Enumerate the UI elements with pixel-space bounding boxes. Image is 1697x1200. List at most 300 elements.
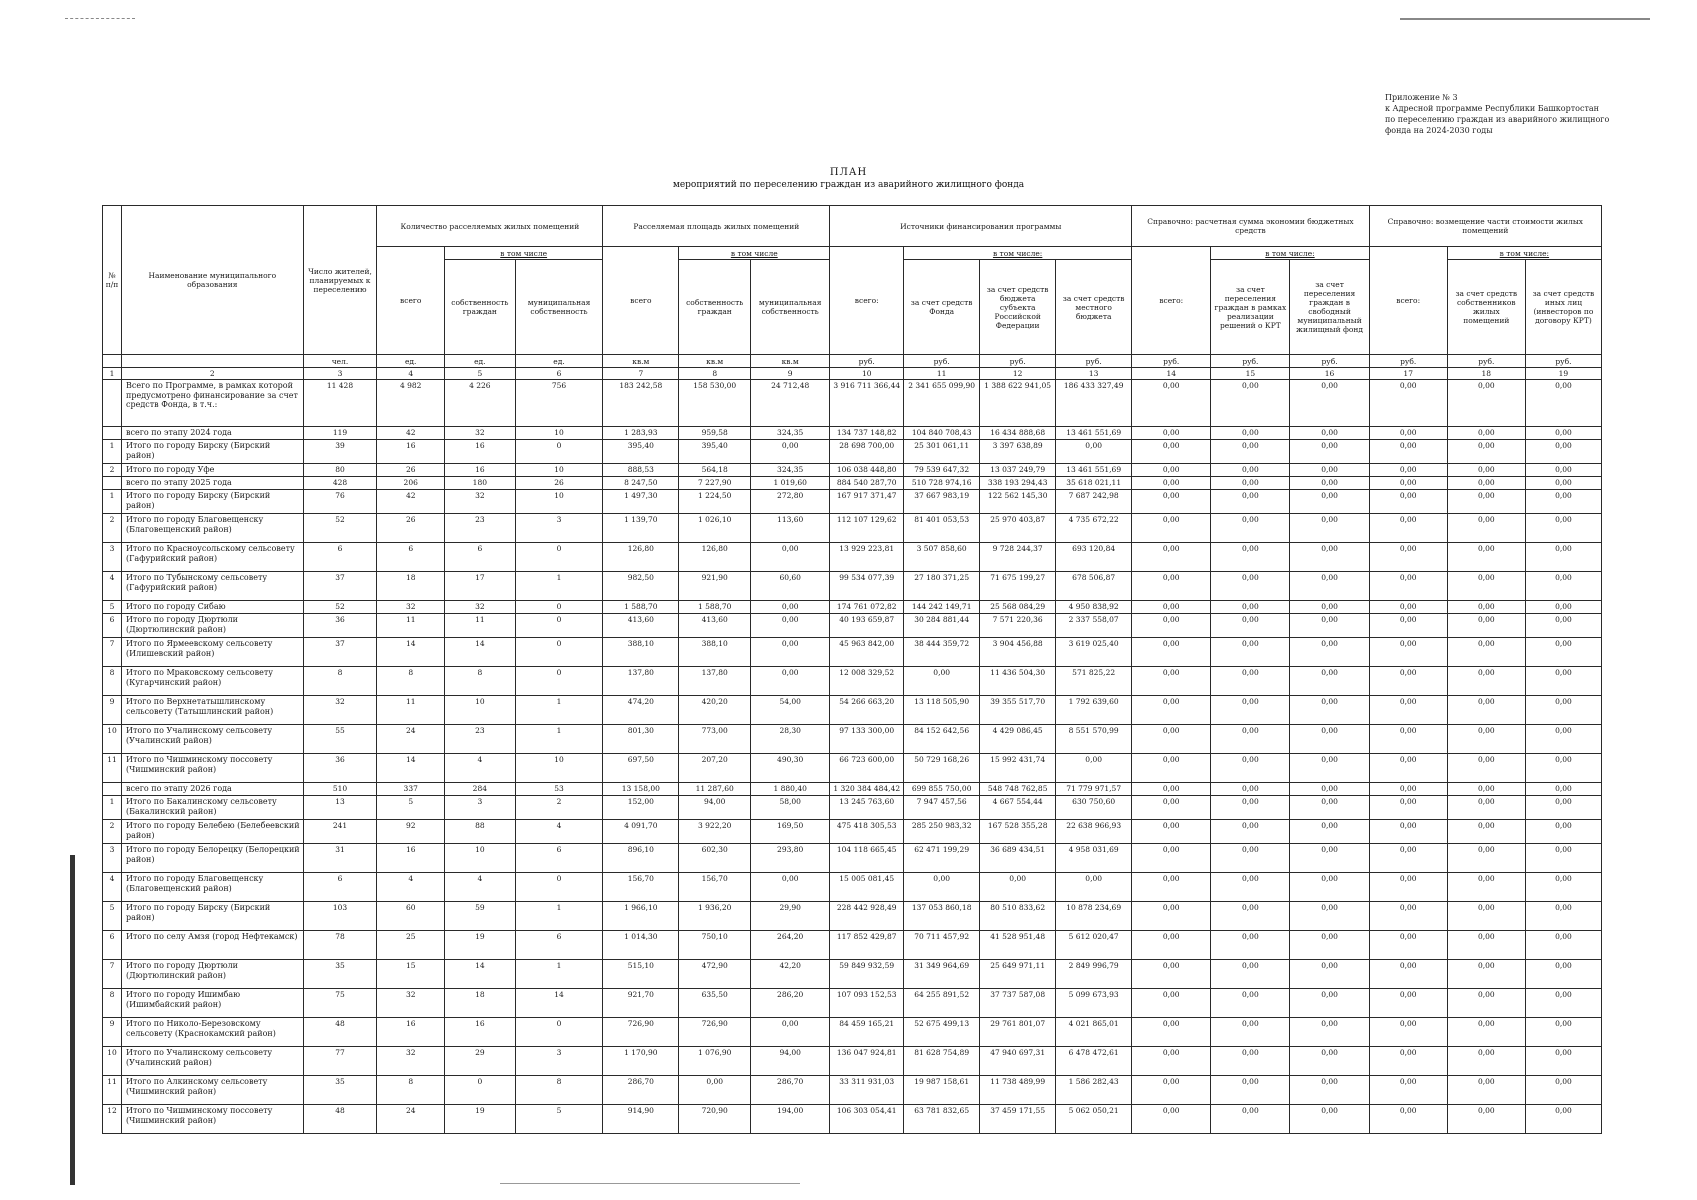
value-cell: 1 586 282,43	[1056, 1076, 1132, 1105]
value-cell: 0,00	[1369, 601, 1447, 614]
municipality-name: Итого по Алкинскому сельсовету (Чишминский район)	[122, 1076, 304, 1105]
value-cell: 119	[303, 427, 377, 440]
value-cell: 8	[377, 667, 445, 696]
value-cell: 1 224,50	[679, 490, 751, 514]
value-cell: 84 152 642,56	[904, 725, 980, 754]
header-group-count: Количество расселяемых жилых помещений	[377, 206, 603, 247]
value-cell: 97 133 300,00	[830, 725, 904, 754]
value-cell: 0,00	[1447, 380, 1525, 427]
value-cell: 0,00	[1211, 931, 1290, 960]
value-cell: 48	[303, 1018, 377, 1047]
value-cell: 0,00	[1369, 572, 1447, 601]
value-cell: 0,00	[1447, 783, 1525, 796]
column-number-cell: 12	[980, 368, 1056, 380]
value-cell: 0,00	[1132, 873, 1211, 902]
unit-cell: ед.	[377, 355, 445, 368]
municipality-name: всего по этапу 2026 года	[122, 783, 304, 796]
value-cell: 38 444 359,72	[904, 638, 980, 667]
value-cell: 0,00	[1132, 844, 1211, 873]
value-cell: 0,00	[1525, 960, 1601, 989]
value-cell: 30 284 881,44	[904, 614, 980, 638]
value-cell: 5 612 020,47	[1056, 931, 1132, 960]
row-number: 3	[103, 543, 122, 572]
appendix-line: Приложение № 3	[1385, 93, 1458, 102]
value-cell: 0,00	[1447, 464, 1525, 477]
value-cell: 0,00	[1369, 477, 1447, 490]
municipality-name: Итого по городу Сибаю	[122, 601, 304, 614]
value-cell: 63 781 832,65	[904, 1105, 980, 1134]
value-cell: 10	[444, 696, 515, 725]
table-row	[103, 989, 1602, 1018]
value-cell: 0,00	[1290, 989, 1369, 1018]
value-cell: 564,18	[679, 464, 751, 477]
value-cell: 0	[444, 1076, 515, 1105]
value-cell: 60	[377, 902, 445, 931]
unit-cell: руб.	[1056, 355, 1132, 368]
value-cell: 32	[303, 696, 377, 725]
value-cell: 635,50	[679, 989, 751, 1018]
value-cell: 5 099 673,93	[1056, 989, 1132, 1018]
value-cell: 602,30	[679, 844, 751, 873]
value-cell: 515,10	[603, 960, 679, 989]
value-cell: 19	[444, 1105, 515, 1134]
value-cell: 1 019,60	[751, 477, 830, 490]
value-cell: 78	[303, 931, 377, 960]
value-cell: 896,10	[603, 844, 679, 873]
value-cell: 11 428	[303, 380, 377, 427]
unit-cell: кв.м	[679, 355, 751, 368]
table-row	[103, 725, 1602, 754]
value-cell: 0,00	[1290, 1105, 1369, 1134]
value-cell: 0,00	[1447, 601, 1525, 614]
municipality-name: Итого по Чишминскому поссовету (Чишминский район)	[122, 1105, 304, 1134]
value-cell: 921,90	[679, 572, 751, 601]
value-cell: 1 014,30	[603, 931, 679, 960]
value-cell: 0,00	[751, 638, 830, 667]
row-number: 11	[103, 1076, 122, 1105]
value-cell: 36 689 434,51	[980, 844, 1056, 873]
value-cell: 0,00	[1132, 796, 1211, 820]
value-cell: 26	[377, 514, 445, 543]
value-cell: 0,00	[1525, 989, 1601, 1018]
table-row	[103, 1018, 1602, 1047]
value-cell: 0,00	[1211, 380, 1290, 427]
value-cell: 0,00	[1290, 844, 1369, 873]
value-cell: 884 540 287,70	[830, 477, 904, 490]
value-cell: 14	[515, 989, 603, 1018]
value-cell: 76	[303, 490, 377, 514]
value-cell: 0,00	[1369, 514, 1447, 543]
value-cell: 0,00	[1525, 601, 1601, 614]
value-cell: 571 825,22	[1056, 667, 1132, 696]
total-row	[103, 783, 1602, 796]
unit-cell: руб.	[1211, 355, 1290, 368]
municipality-name: Итого по селу Амзя (город Нефтекамск)	[122, 931, 304, 960]
row-number	[103, 783, 122, 796]
value-cell: 1	[515, 725, 603, 754]
value-cell: 0,00	[1447, 440, 1525, 464]
column-number-cell: 8	[679, 368, 751, 380]
value-cell: 0	[515, 1018, 603, 1047]
value-cell: 388,10	[679, 638, 751, 667]
value-cell: 62 471 199,29	[904, 844, 980, 873]
value-cell: 14	[444, 960, 515, 989]
value-cell: 0,00	[1056, 440, 1132, 464]
table-row	[103, 1105, 1602, 1134]
value-cell: 104 118 665,45	[830, 844, 904, 873]
value-cell: 0,00	[1369, 543, 1447, 572]
unit-cell: руб.	[1290, 355, 1369, 368]
row-number: 3	[103, 844, 122, 873]
value-cell: 42	[377, 427, 445, 440]
value-cell: 0,00	[1211, 440, 1290, 464]
value-cell: 136 047 924,81	[830, 1047, 904, 1076]
value-cell: 0,00	[904, 873, 980, 902]
value-cell: 0,00	[751, 601, 830, 614]
value-cell: 36	[303, 614, 377, 638]
unit-cell: ед.	[444, 355, 515, 368]
value-cell: 0,00	[1447, 572, 1525, 601]
value-cell: 428	[303, 477, 377, 490]
header-num: № п/п	[103, 206, 122, 355]
municipality-name: Итого по городу Бирску (Бирский район)	[122, 902, 304, 931]
value-cell: 64 255 891,52	[904, 989, 980, 1018]
column-number-cell: 14	[1132, 368, 1211, 380]
value-cell: 32	[444, 490, 515, 514]
value-cell: 6 478 472,61	[1056, 1047, 1132, 1076]
value-cell: 36	[303, 754, 377, 783]
value-cell: 10 878 234,69	[1056, 902, 1132, 931]
row-number: 6	[103, 614, 122, 638]
row-number: 2	[103, 514, 122, 543]
header-area-incl: в том числе	[679, 247, 830, 260]
value-cell: 699 855 750,00	[904, 783, 980, 796]
scan-artifact-top-right	[1400, 18, 1650, 20]
value-cell: 0,00	[1447, 543, 1525, 572]
municipality-name: Итого по городу Дюртюли (Дюртюлинский район)	[122, 614, 304, 638]
value-cell: 0,00	[1211, 1018, 1290, 1047]
value-cell: 137 053 860,18	[904, 902, 980, 931]
unit-cell: ед.	[515, 355, 603, 368]
value-cell: 0,00	[1525, 464, 1601, 477]
value-cell: 12 008 329,52	[830, 667, 904, 696]
value-cell: 0,00	[1290, 614, 1369, 638]
value-cell: 5	[515, 1105, 603, 1134]
row-number: 1	[103, 440, 122, 464]
column-number-cell: 5	[444, 368, 515, 380]
value-cell: 0,00	[1290, 464, 1369, 477]
value-cell: 8	[303, 667, 377, 696]
value-cell: 0,00	[1525, 380, 1601, 427]
value-cell: 0,00	[1290, 1018, 1369, 1047]
value-cell: 0,00	[1525, 902, 1601, 931]
row-number: 10	[103, 1047, 122, 1076]
value-cell: 3	[515, 1047, 603, 1076]
value-cell: 194,00	[751, 1105, 830, 1134]
value-cell: 24	[377, 1105, 445, 1134]
value-cell: 112 107 129,62	[830, 514, 904, 543]
value-cell: 0,00	[1369, 989, 1447, 1018]
value-cell: 11 287,60	[679, 783, 751, 796]
column-number-cell: 11	[904, 368, 980, 380]
value-cell: 293,80	[751, 844, 830, 873]
table-row	[103, 902, 1602, 931]
plan-body	[103, 380, 1602, 1134]
value-cell: 0,00	[751, 440, 830, 464]
value-cell: 14	[444, 638, 515, 667]
value-cell: 0,00	[1447, 820, 1525, 844]
value-cell: 0,00	[1132, 1018, 1211, 1047]
value-cell: 630 750,60	[1056, 796, 1132, 820]
value-cell: 4 958 031,69	[1056, 844, 1132, 873]
value-cell: 39	[303, 440, 377, 464]
column-number-cell: 17	[1369, 368, 1447, 380]
value-cell: 55	[303, 725, 377, 754]
value-cell: 3 507 858,60	[904, 543, 980, 572]
value-cell: 228 442 928,49	[830, 902, 904, 931]
value-cell: 14	[377, 638, 445, 667]
value-cell: 13 158,00	[603, 783, 679, 796]
value-cell: 0,00	[1369, 931, 1447, 960]
value-cell: 888,53	[603, 464, 679, 477]
value-cell: 472,90	[679, 960, 751, 989]
value-cell: 0,00	[1447, 1105, 1525, 1134]
value-cell: 11 436 504,30	[980, 667, 1056, 696]
row-number: 7	[103, 960, 122, 989]
value-cell: 510 728 974,16	[904, 477, 980, 490]
value-cell: 152,00	[603, 796, 679, 820]
value-cell: 0,00	[1211, 796, 1290, 820]
column-number-cell: 3	[303, 368, 377, 380]
value-cell: 0,00	[1447, 1076, 1525, 1105]
value-cell: 0	[515, 638, 603, 667]
value-cell: 0,00	[1132, 514, 1211, 543]
table-row	[103, 667, 1602, 696]
value-cell: 4	[515, 820, 603, 844]
value-cell: 0,00	[1290, 490, 1369, 514]
value-cell: 0,00	[1211, 989, 1290, 1018]
value-cell: 0,00	[1132, 931, 1211, 960]
value-cell: 0,00	[1132, 725, 1211, 754]
municipality-name: Итого по городу Бирску (Бирский район)	[122, 440, 304, 464]
header-group-area: Расселяемая площадь жилых помещений	[603, 206, 830, 247]
scan-artifact-bottom	[500, 1183, 800, 1184]
value-cell: 0,00	[1132, 667, 1211, 696]
value-cell: 0,00	[1290, 960, 1369, 989]
value-cell: 0,00	[1525, 783, 1601, 796]
value-cell: 0,00	[1447, 960, 1525, 989]
value-cell: 0,00	[1211, 844, 1290, 873]
value-cell: 0	[515, 614, 603, 638]
value-cell: 37	[303, 638, 377, 667]
value-cell: 0,00	[1290, 820, 1369, 844]
municipality-name: Итого по городу Ишимбаю (Ишимбайский район)	[122, 989, 304, 1018]
value-cell: 4 735 672,22	[1056, 514, 1132, 543]
value-cell: 52 675 499,13	[904, 1018, 980, 1047]
value-cell: 42,20	[751, 960, 830, 989]
value-cell: 0,00	[1211, 873, 1290, 902]
value-cell: 286,70	[603, 1076, 679, 1105]
value-cell: 1 588,70	[603, 601, 679, 614]
unit-cell	[122, 355, 304, 368]
value-cell: 0,00	[1369, 1105, 1447, 1134]
value-cell: 174 761 072,82	[830, 601, 904, 614]
header-fin-local: за счет средств местного бюджета	[1056, 260, 1132, 355]
value-cell: 0,00	[1525, 614, 1601, 638]
value-cell: 18	[377, 572, 445, 601]
value-cell: 50 729 168,26	[904, 754, 980, 783]
header-econ-krt: за счет переселения граждан в рамках реализации решений о КРТ	[1211, 260, 1290, 355]
value-cell: 0,00	[1525, 440, 1601, 464]
value-cell: 0,00	[1211, 614, 1290, 638]
header-econ-incl: в том числе:	[1211, 247, 1369, 260]
unit-cell: руб.	[1525, 355, 1601, 368]
header-comp-owners: за счет средств собственников жилых помещений	[1447, 260, 1525, 355]
table-row	[103, 572, 1602, 601]
value-cell: 59 849 932,59	[830, 960, 904, 989]
value-cell: 25 970 403,87	[980, 514, 1056, 543]
value-cell: 284	[444, 783, 515, 796]
value-cell: 183 242,58	[603, 380, 679, 427]
value-cell: 338 193 294,43	[980, 477, 1056, 490]
value-cell: 0,00	[1290, 440, 1369, 464]
value-cell: 106 038 448,80	[830, 464, 904, 477]
value-cell: 324,35	[751, 464, 830, 477]
value-cell: 0,00	[1369, 844, 1447, 873]
table-row	[103, 696, 1602, 725]
value-cell: 45 963 842,00	[830, 638, 904, 667]
value-cell: 27 180 371,25	[904, 572, 980, 601]
value-cell: 0,00	[1132, 638, 1211, 667]
column-number-cell: 18	[1447, 368, 1525, 380]
value-cell: 0,00	[1447, 844, 1525, 873]
value-cell: 28,30	[751, 725, 830, 754]
value-cell: 16	[444, 464, 515, 477]
value-cell: 2	[515, 796, 603, 820]
value-cell: 0,00	[1369, 754, 1447, 783]
value-cell: 0,00	[1290, 725, 1369, 754]
value-cell: 6	[515, 931, 603, 960]
value-cell: 158 530,00	[679, 380, 751, 427]
value-cell: 0,00	[1132, 696, 1211, 725]
value-cell: 0,00	[1447, 873, 1525, 902]
value-cell: 6	[377, 543, 445, 572]
value-cell: 42	[377, 490, 445, 514]
value-cell: 4 091,70	[603, 820, 679, 844]
value-cell: 475 418 305,53	[830, 820, 904, 844]
value-cell: 29	[444, 1047, 515, 1076]
row-number	[103, 380, 122, 427]
unit-cell: руб.	[980, 355, 1056, 368]
value-cell: 35 618 021,11	[1056, 477, 1132, 490]
municipality-name: Итого по Николо-Березовскому сельсовету (Краснокамский район)	[122, 1018, 304, 1047]
value-cell: 0,00	[1447, 1018, 1525, 1047]
value-cell: 0,00	[1132, 820, 1211, 844]
value-cell: 413,60	[603, 614, 679, 638]
value-cell: 1	[515, 960, 603, 989]
header-count-citizens: собственность граждан	[444, 260, 515, 355]
column-number-cell: 4	[377, 368, 445, 380]
value-cell: 0,00	[1447, 1047, 1525, 1076]
value-cell: 37	[303, 572, 377, 601]
value-cell: 0,00	[1369, 614, 1447, 638]
header-area-citizens: собственность граждан	[679, 260, 751, 355]
value-cell: 35	[303, 960, 377, 989]
value-cell: 10	[515, 464, 603, 477]
value-cell: 11	[377, 614, 445, 638]
header-comp-total: всего:	[1369, 247, 1447, 355]
value-cell: 1 792 639,60	[1056, 696, 1132, 725]
value-cell: 8	[377, 1076, 445, 1105]
value-cell: 19	[444, 931, 515, 960]
value-cell: 2 341 655 099,90	[904, 380, 980, 427]
value-cell: 0,00	[1447, 902, 1525, 931]
value-cell: 0,00	[1211, 464, 1290, 477]
table-row	[103, 638, 1602, 667]
appendix-line: по переселению граждан из аварийного жилищного	[1385, 115, 1610, 124]
value-cell: 0,00	[751, 1018, 830, 1047]
value-cell: 0,00	[1132, 1047, 1211, 1076]
value-cell: 3 904 456,88	[980, 638, 1056, 667]
value-cell: 0,00	[1525, 754, 1601, 783]
value-cell: 395,40	[679, 440, 751, 464]
value-cell: 47 940 697,31	[980, 1047, 1056, 1076]
value-cell: 80 510 833,62	[980, 902, 1056, 931]
total-row	[103, 380, 1602, 427]
value-cell: 0,00	[1525, 873, 1601, 902]
value-cell: 0,00	[1211, 725, 1290, 754]
value-cell: 16	[377, 844, 445, 873]
value-cell: 0,00	[1525, 725, 1601, 754]
value-cell: 48	[303, 1105, 377, 1134]
value-cell: 4	[377, 873, 445, 902]
value-cell: 58,00	[751, 796, 830, 820]
value-cell: 0,00	[1447, 614, 1525, 638]
value-cell: 0,00	[1290, 1047, 1369, 1076]
value-cell: 32	[444, 427, 515, 440]
value-cell: 0,00	[1525, 543, 1601, 572]
value-cell: 10	[444, 844, 515, 873]
value-cell: 0,00	[1525, 1105, 1601, 1134]
value-cell: 3 916 711 366,44	[830, 380, 904, 427]
header-name: Наименование муниципального образования	[122, 206, 304, 355]
header-group-economy: Справочно: расчетная сумма экономии бюджетных средств	[1132, 206, 1369, 247]
value-cell: 474,20	[603, 696, 679, 725]
value-cell: 14	[377, 754, 445, 783]
value-cell: 13	[303, 796, 377, 820]
value-cell: 0,00	[1211, 754, 1290, 783]
value-cell: 0,00	[1290, 796, 1369, 820]
value-cell: 13 245 763,60	[830, 796, 904, 820]
value-cell: 15	[377, 960, 445, 989]
value-cell: 6	[444, 543, 515, 572]
value-cell: 0,00	[1447, 696, 1525, 725]
municipality-name: Итого по Ярмеевскому сельсовету (Илишевский район)	[122, 638, 304, 667]
value-cell: 914,90	[603, 1105, 679, 1134]
value-cell: 0,00	[980, 873, 1056, 902]
value-cell: 106 303 054,41	[830, 1105, 904, 1134]
value-cell: 94,00	[679, 796, 751, 820]
value-cell: 0,00	[1525, 1076, 1601, 1105]
value-cell: 0,00	[1290, 601, 1369, 614]
value-cell: 32	[377, 989, 445, 1018]
column-number-cell: 9	[751, 368, 830, 380]
value-cell: 548 748 762,85	[980, 783, 1056, 796]
table-row	[103, 440, 1602, 464]
value-cell: 94,00	[751, 1047, 830, 1076]
value-cell: 0,00	[1290, 427, 1369, 440]
value-cell: 0,00	[1056, 754, 1132, 783]
